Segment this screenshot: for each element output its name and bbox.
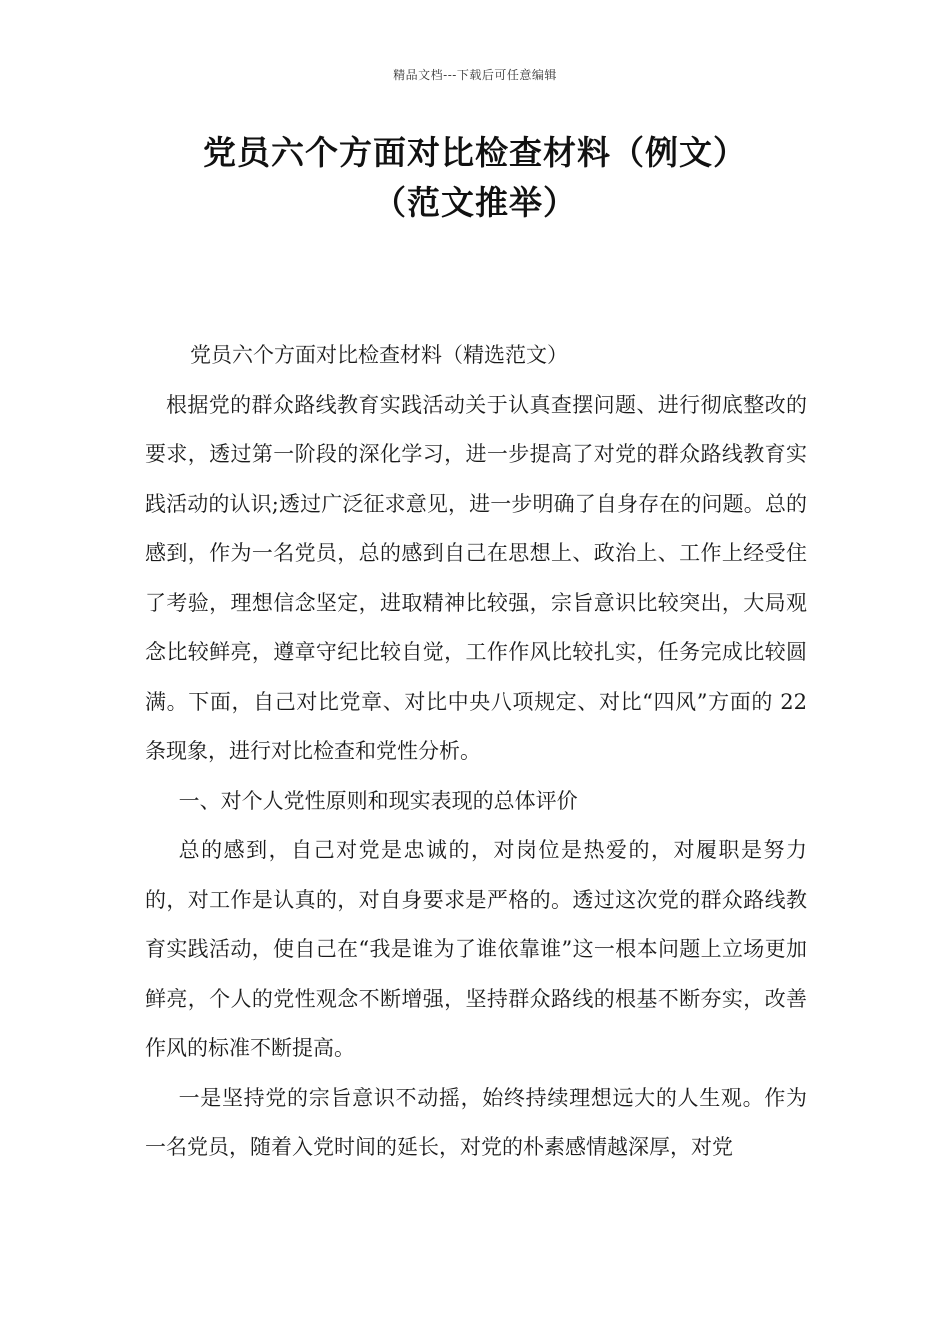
document-subtitle: 党员六个方面对比检查材料（精选范文） bbox=[190, 343, 568, 367]
document-title bbox=[0, 128, 950, 228]
header-note: 精品文档---下载后可任意编辑 bbox=[393, 68, 557, 82]
title-line-1: 党员六个方面对比检查材料（例文） bbox=[203, 133, 747, 172]
paragraph-intro: 根据党的群众路线教育实践活动关于认真查摆问题、进行彻底整改的要求，透过第一阶段的深化学习，进一步提高了对党的群众路线教育实践活动的认识;透过广泛征求意见，进一步明确了自身存在的问题。总的感到，作为一名党员，总的感到自己在思想上、政治上、工作上经受住了考验，理想信念坚定，进取精神比较强，宗旨意识比较突出，大局观念比较鲜亮，遵章守纪比较自觉，工作作风比较扎实，任务完成比较圆满。下面，自己对比党章、对比中央八项规定、对比“四风”方面的 22 条现象，进行对比检查和党性分析。 bbox=[145, 392, 807, 763]
title-line-2: （范文推举） bbox=[373, 183, 577, 222]
paragraph-evaluation: 总的感到，自己对党是忠诚的，对岗位是热爱的，对履职是努力的，对工作是认真的，对自身要求是严格的。透过这次党的群众路线教育实践活动，使自己在“我是谁为了谁依靠谁”这一根本问题上立场更加鲜亮，个人的党性观念不断增强，坚持群众路线的根基不断夯实，改善作风的标准不断提高。 bbox=[145, 838, 807, 1060]
paragraph-point-1: 一是坚持党的宗旨意识不动摇，始终持续理想远大的人生观。作为一名党员，随着入党时间的延长，对党的朴素感情越深厚，对党 bbox=[145, 1085, 807, 1159]
document-body bbox=[145, 331, 807, 1173]
section-heading-1: 一、对个人党性原则和现实表现的总体评价 bbox=[178, 788, 578, 813]
